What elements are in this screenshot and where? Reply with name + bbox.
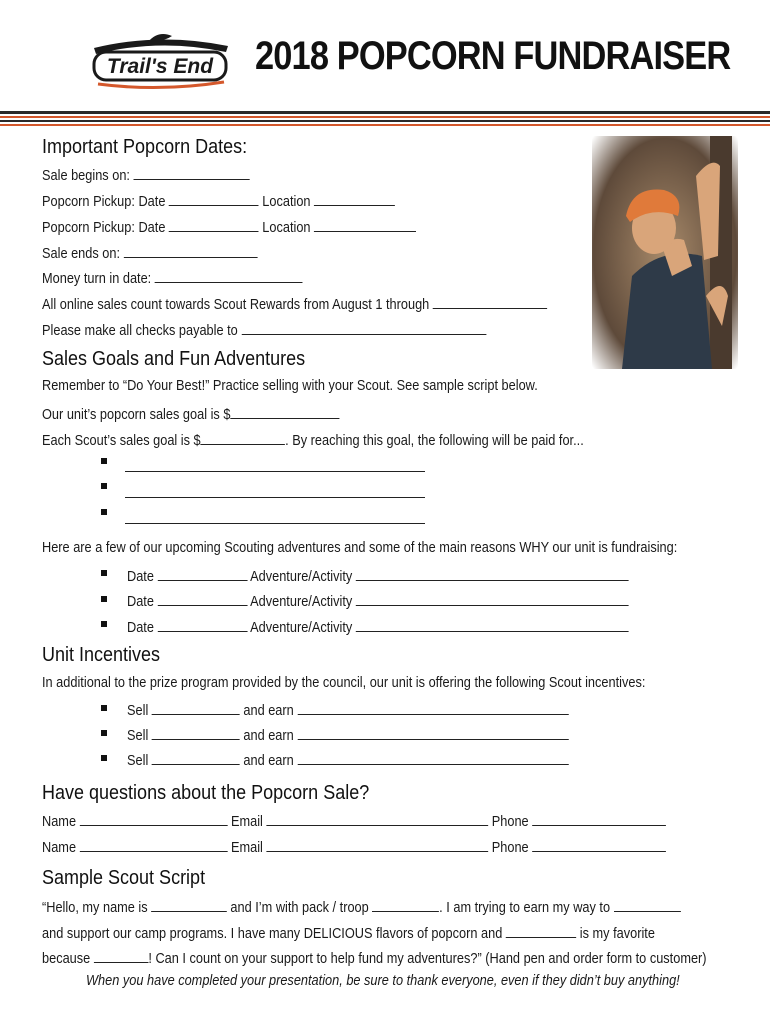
svg-text:Trail's End: Trail's End: [106, 55, 214, 78]
sale-begins-row: [42, 165, 250, 184]
online-sales-field[interactable]: [433, 294, 547, 309]
goal-item-field-1[interactable]: [125, 471, 425, 472]
scout-goal-field[interactable]: [201, 430, 285, 445]
adventure-date-field-3[interactable]: [158, 617, 248, 632]
incentives-intro: In additional to the prize program provided by the council, our unit is offering the following Scout incentives:: [42, 675, 646, 691]
bullet-icon: [101, 483, 107, 489]
money-turn-in-field[interactable]: [155, 268, 303, 283]
bullet-icon: [101, 621, 107, 627]
script-troop-field[interactable]: [372, 897, 439, 912]
script-goal-field[interactable]: [614, 897, 681, 912]
script-text: and I’m with pack / troop: [230, 900, 369, 916]
incentive-sell-field-2[interactable]: [152, 725, 240, 740]
sell-label: Sell: [127, 728, 149, 744]
adventure-date-field-2[interactable]: [158, 591, 248, 606]
money-turn-in-row: [42, 268, 303, 287]
checks-payable-field[interactable]: [241, 320, 486, 335]
email-label: Email: [230, 814, 263, 830]
pickup1-date-label: Popcorn Pickup: Date: [42, 194, 166, 210]
script-text: is my favorite: [579, 926, 655, 942]
bullet-icon: [101, 458, 107, 464]
scout-goal-suffix: . By reaching this goal, the following will be paid for...: [285, 433, 584, 449]
adventure-row-3: [127, 617, 629, 636]
activity-label: Adventure/Activity: [250, 569, 353, 585]
page-title: 2018 POPCORN FUNDRAISER: [255, 34, 731, 78]
pickup2-row: [42, 217, 416, 236]
contact-row-2: [42, 837, 666, 856]
earn-label: and earn: [243, 753, 294, 769]
online-sales-row: [42, 294, 547, 313]
sale-begins-label: Sale begins on:: [42, 168, 130, 184]
header-divider-accent: [0, 116, 770, 118]
script-line-1: [42, 897, 681, 916]
remember-text: Remember to “Do Your Best!” Practice selling with your Scout. See sample script below.: [42, 378, 538, 394]
scout-climbing-photo: [592, 136, 738, 369]
incentive-earn-field-1[interactable]: [297, 700, 568, 715]
adventure-row-2: [127, 591, 629, 610]
pickup2-location-field[interactable]: [314, 217, 416, 232]
incentives-heading: Unit Incentives: [42, 644, 161, 666]
adventure-activity-field-1[interactable]: [356, 566, 629, 581]
bullet-icon: [101, 705, 107, 711]
bullet-icon: [101, 596, 107, 602]
pickup2-date-label: Popcorn Pickup: Date: [42, 220, 166, 236]
sale-ends-row: [42, 243, 257, 262]
goal-item-field-2[interactable]: [125, 497, 425, 498]
date-label: Date: [127, 594, 154, 610]
script-line-2: [42, 923, 655, 942]
email-label: Email: [230, 840, 263, 856]
checks-payable-label: Please make all checks payable to: [42, 323, 238, 339]
contact-email-field-2[interactable]: [266, 837, 488, 852]
incentive-sell-field-1[interactable]: [152, 700, 240, 715]
activity-label: Adventure/Activity: [250, 594, 353, 610]
script-flavor-field[interactable]: [506, 923, 576, 938]
script-text: and support our camp programs. I have many DELICIOUS flavors of popcorn and: [42, 926, 503, 942]
scout-goal-label: Each Scout’s sales goal is $: [42, 433, 201, 449]
name-label: Name: [42, 840, 77, 856]
trails-end-logo: [88, 28, 233, 92]
goals-heading: Sales Goals and Fun Adventures: [42, 348, 306, 370]
adventure-row-1: [127, 566, 629, 585]
bullet-icon: [101, 570, 107, 576]
sell-label: Sell: [127, 703, 149, 719]
scout-goal-row: [42, 430, 584, 449]
online-sales-label: All online sales count towards Scout Rewards from August 1 through: [42, 297, 430, 313]
script-text: “Hello, my name is: [42, 900, 148, 916]
incentive-row-3: [127, 750, 568, 769]
money-turn-in-label: Money turn in date:: [42, 271, 152, 287]
contact-name-field-2[interactable]: [80, 837, 228, 852]
incentive-earn-field-2[interactable]: [297, 725, 568, 740]
pickup2-date-field[interactable]: [169, 217, 259, 232]
bullet-icon: [101, 730, 107, 736]
contact-phone-field-2[interactable]: [532, 837, 666, 852]
script-text: . I am trying to earn my way to: [439, 900, 611, 916]
contact-name-field-1[interactable]: [80, 811, 228, 826]
adventure-activity-field-3[interactable]: [356, 617, 629, 632]
closing-note: When you have completed your presentation, be sure to thank everyone, even if they didn’t buy anything!: [86, 973, 680, 989]
date-label: Date: [127, 620, 154, 636]
activity-label: Adventure/Activity: [250, 620, 353, 636]
adventure-date-field-1[interactable]: [158, 566, 248, 581]
incentive-sell-field-3[interactable]: [152, 750, 240, 765]
phone-label: Phone: [491, 840, 529, 856]
sale-ends-label: Sale ends on:: [42, 246, 121, 262]
earn-label: and earn: [243, 703, 294, 719]
goal-item-field-3[interactable]: [125, 523, 425, 524]
phone-label: Phone: [491, 814, 529, 830]
script-reason-field[interactable]: [94, 948, 149, 963]
bullet-icon: [101, 755, 107, 761]
incentive-row-2: [127, 725, 568, 744]
unit-goal-label: Our unit’s popcorn sales goal is $: [42, 407, 231, 423]
unit-goal-field[interactable]: [230, 404, 339, 419]
adventure-activity-field-2[interactable]: [356, 591, 629, 606]
date-label: Date: [127, 569, 154, 585]
sale-ends-field[interactable]: [124, 243, 258, 258]
contact-row-1: [42, 811, 666, 830]
header-divider-accent: [0, 124, 770, 126]
header-divider: [0, 111, 770, 114]
unit-goal-row: [42, 404, 340, 423]
script-line-3: [42, 948, 707, 967]
script-heading: Sample Scout Script: [42, 867, 206, 889]
earn-label: and earn: [243, 728, 294, 744]
dates-heading: Important Popcorn Dates:: [42, 136, 248, 158]
script-name-field[interactable]: [151, 897, 227, 912]
header-divider: [0, 120, 770, 122]
name-label: Name: [42, 814, 77, 830]
adventures-intro: Here are a few of our upcoming Scouting adventures and some of the main reasons WHY our unit is fundraising:: [42, 540, 678, 556]
sell-label: Sell: [127, 753, 149, 769]
contact-phone-field-1[interactable]: [532, 811, 666, 826]
bullet-icon: [101, 509, 107, 515]
pickup1-location-label: Location: [262, 194, 311, 210]
pickup1-location-field[interactable]: [314, 191, 395, 206]
incentive-earn-field-3[interactable]: [297, 750, 568, 765]
script-text: because: [42, 951, 91, 967]
questions-heading: Have questions about the Popcorn Sale?: [42, 782, 370, 804]
incentive-row-1: [127, 700, 568, 719]
pickup2-location-label: Location: [262, 220, 311, 236]
pickup1-row: [42, 191, 395, 210]
pickup1-date-field[interactable]: [169, 191, 259, 206]
sale-begins-field[interactable]: [134, 165, 250, 180]
contact-email-field-1[interactable]: [266, 811, 488, 826]
checks-payable-row: [42, 320, 486, 339]
script-text: ! Can I count on your support to help fund my adventures?” (Hand pen and order form to customer): [148, 951, 707, 967]
